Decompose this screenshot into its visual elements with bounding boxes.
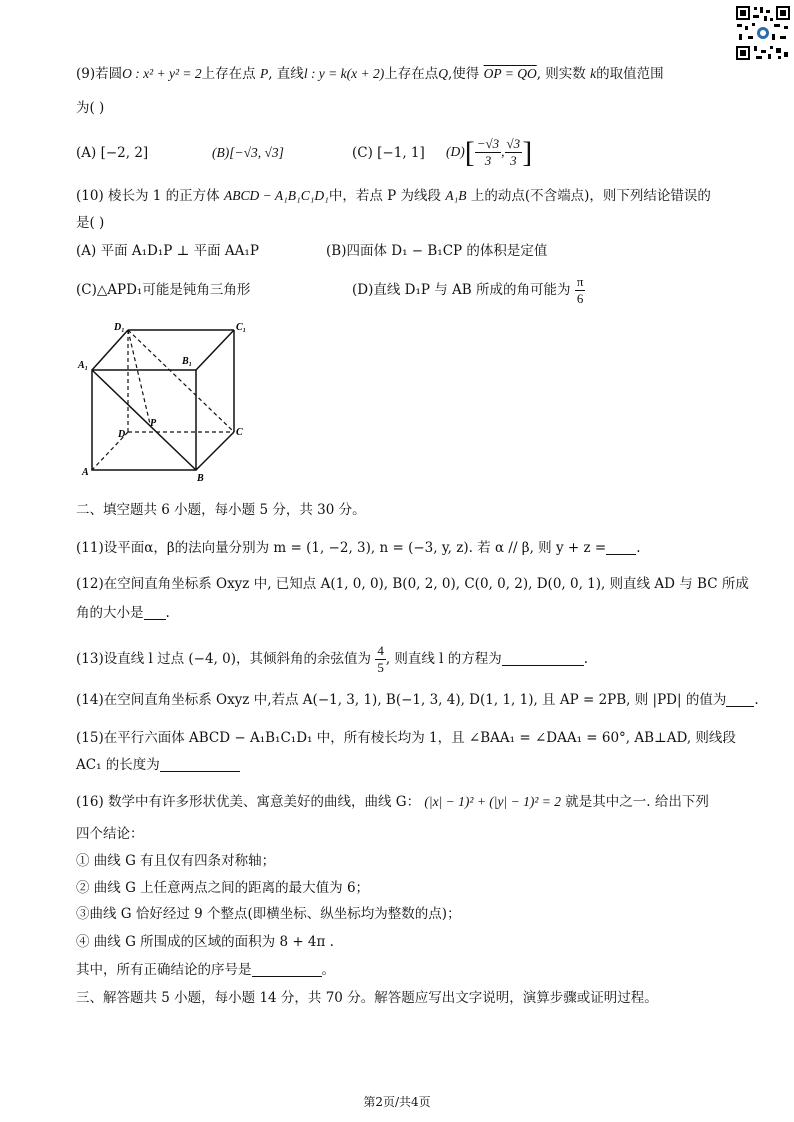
q14-blank [726,692,754,707]
q16-answer-text: 其中，所有正确结论的序号是 [76,962,252,978]
q10-option-d-text: (D)直线 D₁P 与 AB 所成的角可能为 [352,282,571,298]
q13-den: 5 [377,660,384,675]
q16-answer-end: 。 [321,962,335,978]
q9-text-f: , 则实数 [536,66,586,82]
q9-vector-eq: OP = QO [483,66,537,81]
q9-text-e: ,使得 [448,66,480,82]
q15-blank [160,757,240,772]
q13 [76,633,588,685]
q10-text-a: (10) 棱长为 1 的正方体 [76,188,220,204]
q12-line1: (12)在空间直角坐标系 Oxyz 中, 已知点 A(1, 0, 0), B(0, 2, 0), C(0, 0, 2), D(0, 0, 1), 则直线 AD 与 BC 所成 [76,576,749,592]
q13-text-a: (13)设直线 l 过点 (−4, 0)，其倾斜角的余弦值为 [76,651,372,667]
q10-segment: A₁B [445,188,467,203]
q16-text-b: 就是其中之一. 给出下列 [565,794,709,810]
q16-equation: (|x| − 1)² + (|y| − 1)² = 2 [424,794,561,809]
q15-text: AC₁ 的长度为 [76,757,160,773]
q9-text-d: 上存在点 [384,66,439,82]
q10-option-c: (C)△APD₁可能是钝角三角形 [76,282,251,298]
q12-period: . [165,605,170,621]
q12-text: 角的大小是 [76,605,144,621]
q14-text: (14)在空间直角坐标系 Oxyz 中,若点 A(−1, 3, 1), B(−1, 3, 4), D(1, 1, 1), 且 AP = 2PB, 则 |PD| 的值为 [76,692,727,708]
q13-period: . [583,651,589,667]
label-b1: B₁ [182,356,193,367]
page-footer: 第2页/共4页 [363,1095,431,1109]
q9-point-q: Q [438,66,448,81]
q10-option-d-den: 6 [576,291,584,306]
label-a1: A₁ [78,360,89,371]
q13-num: 4 [377,643,384,658]
q9-option-d-label: (D) [446,144,465,159]
section2-heading: 二、填空题共 6 小题，每小题 5 分，共 30 分。 [76,502,366,518]
q9-option-b: (B)[−√3, √3] [212,145,284,160]
cube-figure [76,318,252,484]
q10-option-d-num: π [576,274,584,289]
q15-line2 [76,755,240,775]
label-d1: D₁ [114,322,125,333]
q14 [76,690,759,710]
q9-option-c: (C) [−1, 1] [352,145,425,161]
q14-period: . [754,692,759,708]
q10-line2: 是( ) [76,215,105,231]
q10-cube: ABCD − A₁B₁C₁D₁ [223,188,329,203]
section3-heading: 三、解答题共 5 小题，每小题 14 分，共 70 分。解答题应写出文字说明，演算步骤或证明过程。 [76,990,658,1006]
q12-blank [144,605,166,620]
q9-line2: 为( ) [76,100,105,116]
q15-line1: (15)在平行六面体 ABCD − A₁B₁C₁D₁ 中，所有棱长均为 1，且 ∠BAA₁ = ∠DAA₁ = 60°, AB⊥AD, 则线段 [76,730,736,746]
q10-option-d [352,264,585,316]
q16-answer [76,960,335,980]
q12-line2 [76,603,170,623]
q9-circle-eq: O : x² + y² = 2 [122,66,202,81]
q9-line1 [76,64,664,84]
label-d: D [118,429,126,440]
q9-option-a: (A) [−2, 2] [76,145,149,161]
q16-text-a: (16) 数学中有许多形状优美、寓意美好的曲线，曲线 G： [76,794,421,810]
q10-text-c: 上的动点(不含端点)，则下列结论错误的 [470,188,711,204]
q9-text-c: , 直线 [268,66,304,82]
q11-period: . [636,540,641,556]
q9-option-d-num1: −√3 [476,136,500,152]
label-p: P [150,418,157,429]
q9-option-d-num2: √3 [506,136,521,152]
label-b: B [197,473,204,484]
q9-option-d-den1: 3 [484,153,492,169]
label-c1: C₁ [236,322,247,333]
q9-k: k [590,66,597,81]
q16-blank [252,962,322,977]
q16-line2: 四个结论： [76,826,144,842]
q13-text-b: , 则直线 l 的方程为 [385,651,502,667]
q16-conclusion-3: ③曲线 G 恰好经过 9 个整点(即横坐标、纵坐标均为整数的点)； [76,906,461,922]
q16-conclusion-1: ① 曲线 G 有且仅有四条对称轴； [76,853,276,869]
q13-blank [502,651,584,666]
q10-option-a: (A) 平面 A₁D₁P ⊥ 平面 AA₁P [76,243,259,259]
q10-text-b: 中，若点 P 为线段 [328,188,442,204]
q9-point-p: P [259,66,269,81]
q11 [76,538,641,558]
q9-option-d: (D)[ $\frac{-√3}{3}$ , $\frac{√3}{3}$ ] [446,135,533,169]
q16-line1 [76,792,709,812]
q9-line-eq: l : y = k(x + 2) [303,66,385,81]
q9-text-a: (9)若圆 [76,66,123,82]
label-a: A [82,467,89,478]
q9-text-g: 的取值范围 [596,66,664,82]
q16-conclusion-4: ④ 曲线 G 所围成的区域的面积为 8 + 4π . [76,934,334,950]
q11-blank [606,540,636,555]
q16-conclusion-2: ② 曲线 G 上任意两点之间的距离的最大值为 6； [76,880,370,896]
q9-option-d-den2: 3 [510,153,517,169]
q10-line1 [76,186,711,206]
label-c: C [236,427,243,438]
q9-text-b: 上存在点 [201,66,256,82]
q10-option-b: (B)四面体 D₁ − B₁CP 的体积是定值 [326,243,548,259]
qr-code [734,4,792,62]
q11-text: (11)设平面α，β的法向量分别为 m = (1, −2, 3), n = (−3, y, z). 若 α // β, 则 y + z = [76,540,607,556]
